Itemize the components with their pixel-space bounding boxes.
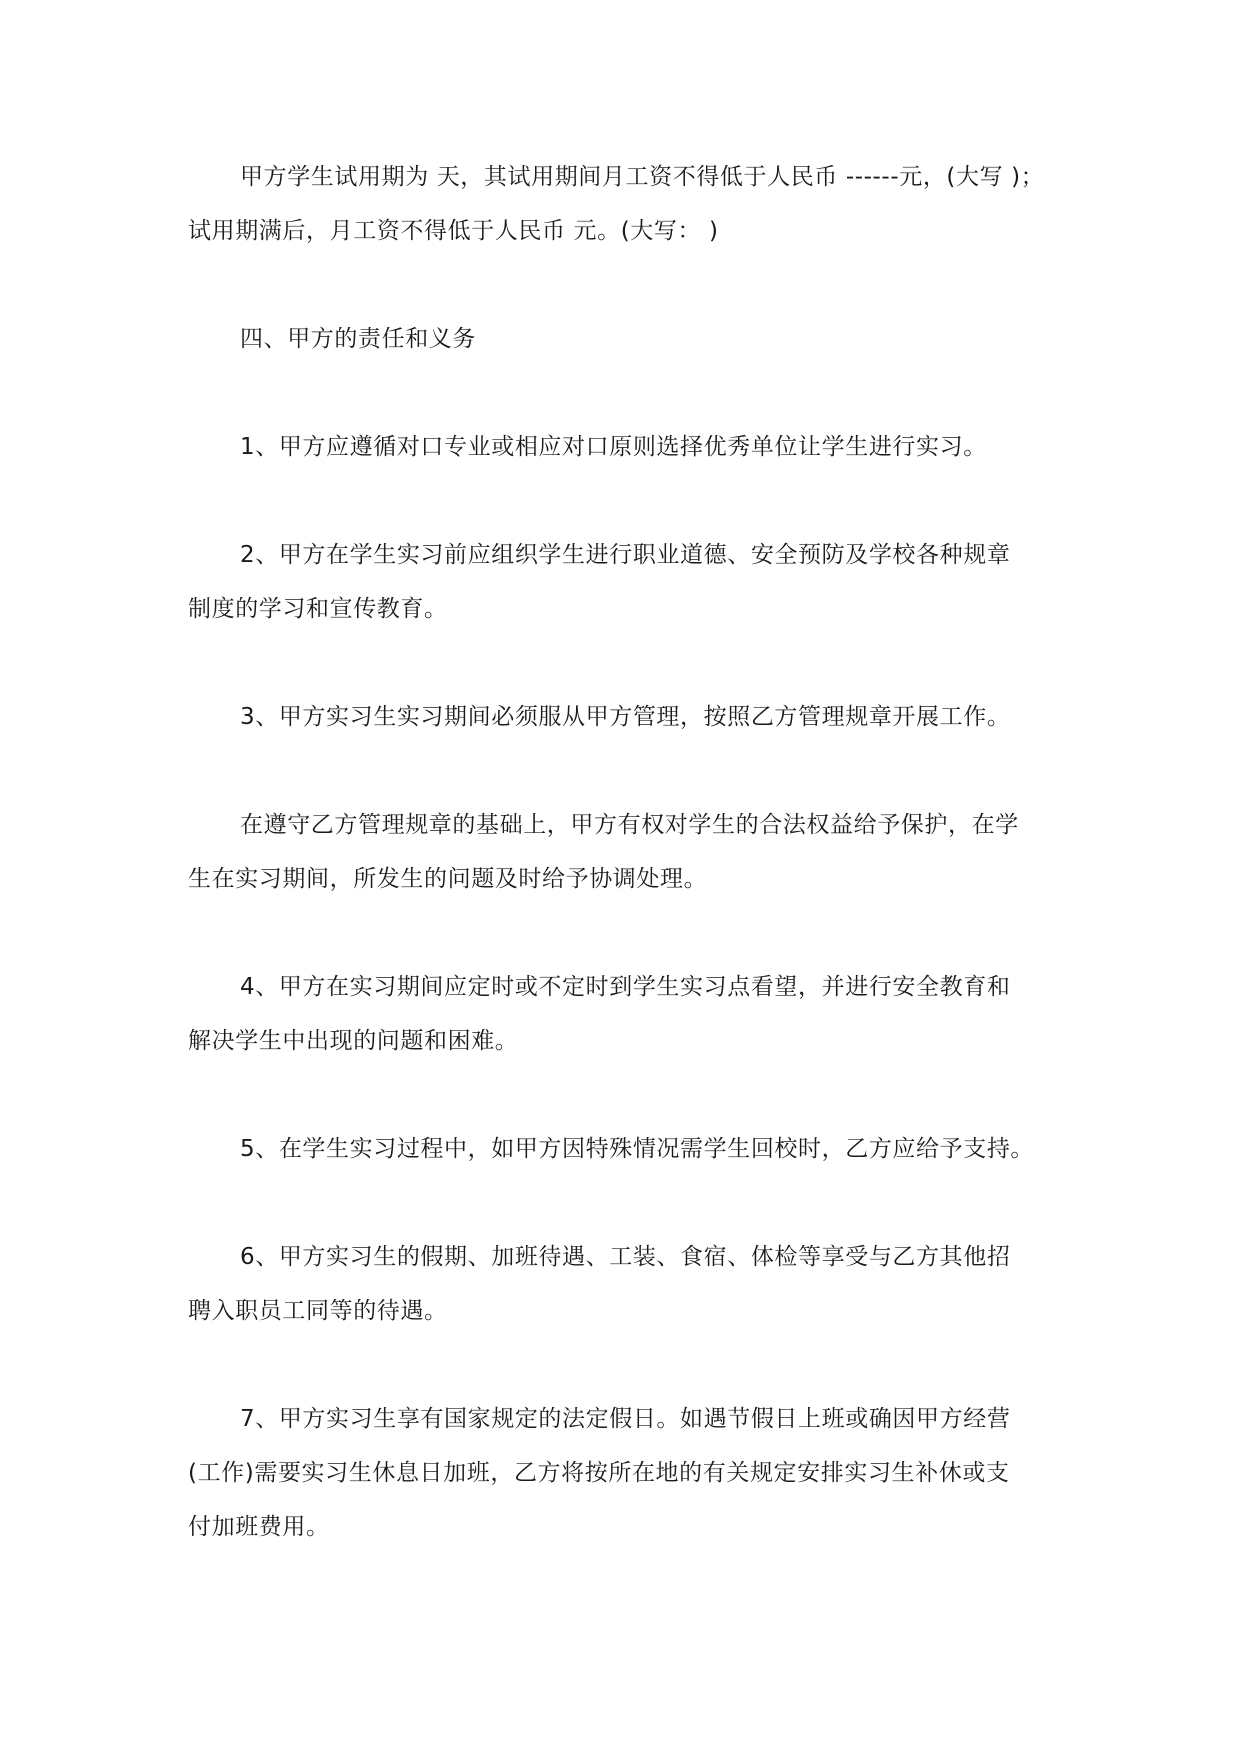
paragraph-line: (工作)需要实习生休息日加班，乙方将按所在地的有关规定安排实习生补休或支 [188,1460,1010,1486]
clause-5 [188,1122,1053,1176]
paragraph-line: 5、在学生实习过程中，如甲方因特殊情况需学生回校时，乙方应给予支持。 [240,1136,1035,1162]
clause-1 [188,420,1053,474]
paragraph-line: 6、甲方实习生的假期、加班待遇、工装、食宿、体检等享受与乙方其他招 [240,1244,1011,1270]
clause-4 [188,960,1053,1068]
paragraph-line: 聘入职员工同等的待遇。 [188,1298,448,1324]
paragraph-rights-protection [188,798,1053,906]
paragraph-line: 7、甲方实习生享有国家规定的法定假日。如遇节假日上班或确因甲方经营 [240,1406,1011,1432]
paragraph-line: 3、甲方实习生实习期间必须服从甲方管理，按照乙方管理规章开展工作。 [240,704,1011,730]
clause-3 [188,690,1053,744]
paragraph-line: 2、甲方在学生实习前应组织学生进行职业道德、安全预防及学校各种规章 [240,542,1011,568]
clause-2 [188,528,1053,636]
paragraph-line: 生在实习期间，所发生的问题及时给予协调处理。 [188,866,708,892]
paragraph-line: 4、甲方在实习期间应定时或不定时到学生实习点看望，并进行安全教育和 [240,974,1011,1000]
paragraph-line: 在遵守乙方管理规章的基础上，甲方有权对学生的合法权益给予保护，在学 [240,812,1019,838]
paragraph-line: 1、甲方应遵循对口专业或相应对口原则选择优秀单位让学生进行实习。 [240,434,987,460]
section-heading-text: 四、甲方的责任和义务 [240,326,476,352]
clause-6 [188,1230,1053,1338]
paragraph-probation [188,150,1053,258]
section-heading-responsibilities [188,312,1053,366]
paragraph-line: 制度的学习和宣传教育。 [188,596,448,622]
clause-7 [188,1392,1053,1554]
paragraph-line: 甲方学生试用期为 天，其试用期间月工资不得低于人民币 ------元，(大写 )； [240,164,1045,190]
paragraph-line: 付加班费用。 [188,1514,330,1540]
paragraph-line: 试用期满后，月工资不得低于人民币 元。(大写： ) [188,218,719,244]
paragraph-line: 解决学生中出现的问题和困难。 [188,1028,519,1054]
